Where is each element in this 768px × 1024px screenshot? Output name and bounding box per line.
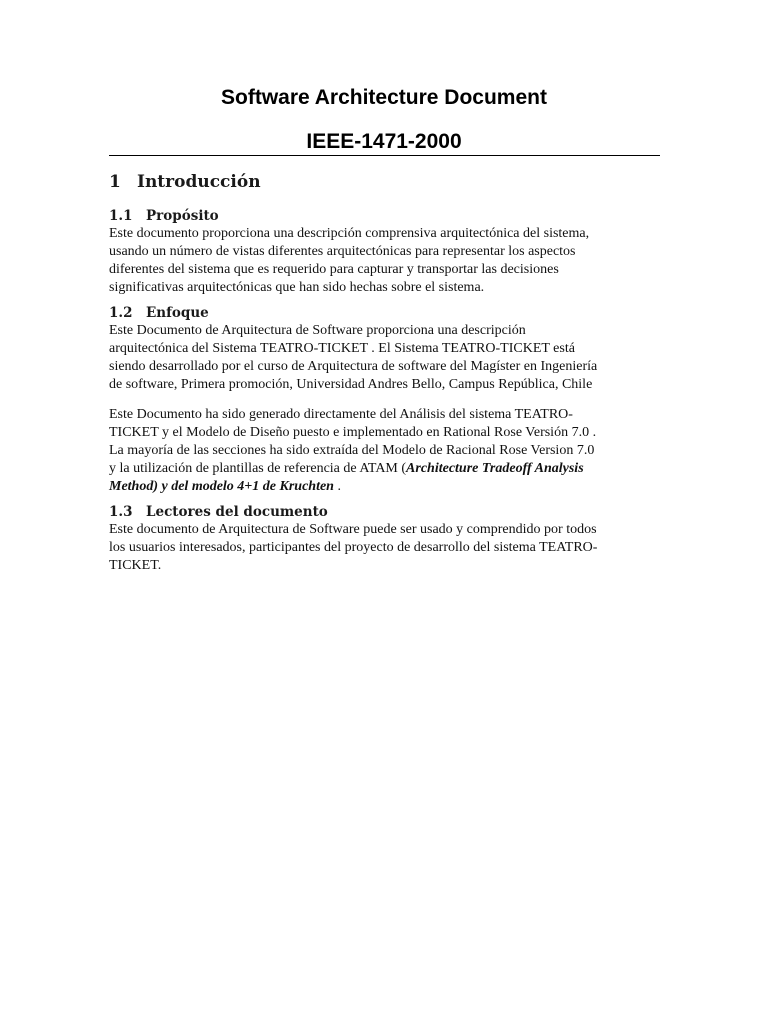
paragraph-line: de software, Primera promoción, Universidad Andres Bello, Campus República, Chile	[109, 377, 593, 392]
section-1-3-title: Lectores del documento	[146, 504, 328, 520]
section-1-2-heading	[109, 305, 209, 321]
paragraph-line: diferentes del sistema que es requerido para capturar y transportar las decisiones	[109, 262, 559, 277]
paragraph-line: Este Documento ha sido generado directamente del Análisis del sistema TEATRO-	[109, 407, 573, 422]
paragraph-line: los usuarios interesados, participantes del proyecto de desarrollo del sistema TEATRO-	[109, 540, 598, 555]
paragraph-line: arquitectónica del Sistema TEATRO-TICKET . El Sistema TEATRO-TICKET está	[109, 341, 575, 356]
paragraph-text: y la utilización de plantillas de referencia de ATAM (	[109, 461, 407, 476]
paragraph-line: usando un número de vistas diferentes arquitectónicas para representar los aspectos	[109, 244, 576, 259]
section-1-1-title: Propósito	[146, 208, 219, 224]
paragraph-line: significativas arquitectónicas que han sido hechas sobre el sistema.	[109, 280, 485, 295]
section-1-3-paragraph	[109, 521, 669, 575]
document-subtitle: IEEE-1471-2000	[306, 130, 462, 153]
paragraph-line: TICKET y el Modelo de Diseño puesto e implementado en Rational Rose Versión 7.0 .	[109, 425, 597, 440]
section-1-1-paragraph	[109, 225, 669, 297]
section-1-2-paragraph-1	[109, 322, 669, 394]
paragraph-line	[109, 460, 669, 478]
section-1-1-heading	[109, 208, 219, 224]
paragraph-line: TICKET.	[109, 558, 162, 573]
title-divider	[109, 155, 660, 156]
paragraph-line: siendo desarrollado por el curso de Arquitectura de software del Magíster en Ingeniería	[109, 359, 598, 374]
section-1-number: 1	[109, 172, 121, 192]
section-1-1-number: 1.1	[109, 208, 133, 224]
document-title: Software Architecture Document	[221, 86, 547, 109]
section-1-title: Introducción	[137, 172, 261, 192]
section-1-heading	[109, 172, 261, 192]
section-1-2-title: Enfoque	[146, 305, 209, 321]
paragraph-line: Este documento proporciona una descripción comprensiva arquitectónica del sistema,	[109, 226, 590, 241]
emphasized-text: Method) y del modelo 4+1 de Kruchten	[109, 479, 334, 494]
section-1-2-number: 1.2	[109, 305, 133, 321]
paragraph-text: .	[333, 479, 341, 494]
emphasized-text: Architecture Tradeoff Analysis	[406, 461, 584, 476]
section-1-2-paragraph-2	[109, 406, 669, 496]
section-1-3-heading	[109, 504, 328, 520]
section-1-3-number: 1.3	[109, 504, 133, 520]
paragraph-line: Este documento de Arquitectura de Software puede ser usado y comprendido por todos	[109, 522, 597, 537]
paragraph-line	[109, 478, 669, 496]
paragraph-line: La mayoría de las secciones ha sido extraída del Modelo de Racional Rose Version 7.0	[109, 443, 595, 458]
paragraph-line: Este Documento de Arquitectura de Software proporciona una descripción	[109, 323, 526, 338]
